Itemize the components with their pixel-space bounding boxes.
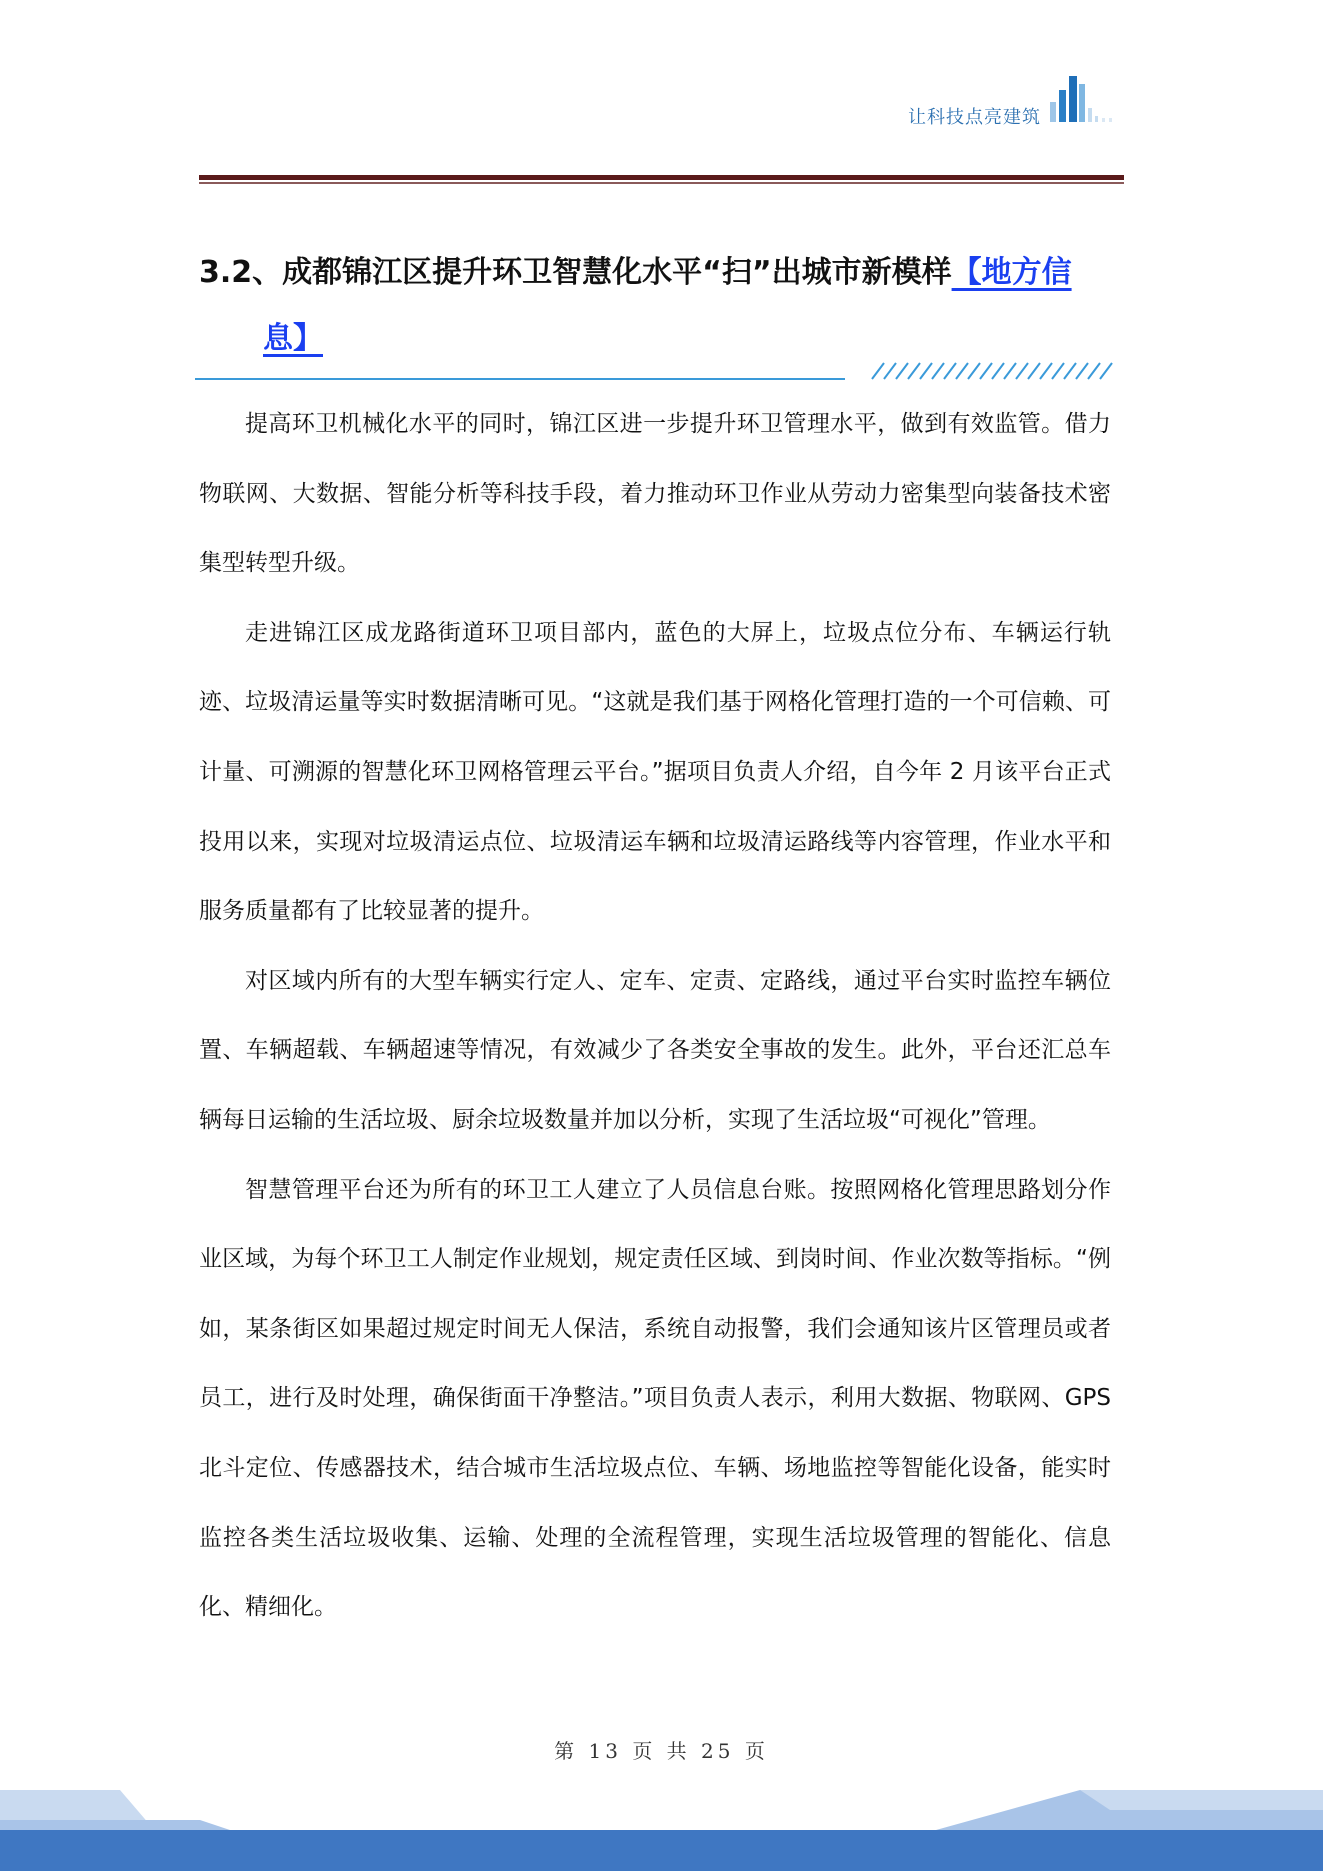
title-underline [195, 378, 845, 380]
section-source-link-continued[interactable]: 息】 [263, 321, 323, 356]
hatch-decoration [870, 362, 1115, 380]
paragraph: 走进锦江区成龙路街道环卫项目部内，蓝色的大屏上，垃圾点位分布、车辆运行轨迹、垃圾清运量等实时数据清晰可见。“这就是我们基于网格化管理打造的一个可信赖、可计量、可溯源的智慧化环卫网格管理云平台。”据项目负责人介绍，自今年 2 月该平台正式投用以来，实现对垃圾清运点位、垃圾清运车辆和垃圾清运路线等内容管理，作业水平和服务质量都有了比较显著的提升。 [199, 619, 1111, 925]
header-rule [199, 175, 1124, 180]
building-logo-icon [1048, 72, 1118, 127]
paragraph: 提高环卫机械化水平的同时，锦江区进一步提升环卫管理水平，做到有效监管。借力物联网、大数据、智能分析等科技手段，着力推动环卫作业从劳动力密集型向装备技术密集型转型升级。 [199, 411, 1111, 577]
paragraph: 智慧管理平台还为所有的环卫工人建立了人员信息台账。按照网格化管理思路划分作业区域，为每个环卫工人制定作业规划，规定责任区域、到岗时间、作业次数等指标。“例如，某条街区如果超过规定时间无人保洁，系统自动报警，我们会通知该片区管理员或者员工，进行及时处理，确保街面干净整洁。”项目负责人表示，利用大数据、物联网、GPS 北斗定位、传感器技术，结合城市生活垃圾点位、车辆、场地监控等智能化设备，能实时监控各类生活垃圾收集、运输、处理的全流程管理，实现生活垃圾管理的智能化、信息化、精细化。 [199, 1176, 1111, 1621]
header-rule-thin [199, 182, 1124, 184]
section-title [199, 240, 1129, 372]
header-slogan: 让科技点亮建筑 [908, 107, 1041, 128]
section-title-text: 3.2、成都锦江区提升环卫智慧化水平“扫”出城市新模样 [199, 255, 952, 290]
section-source-link[interactable]: 【地方信 [951, 255, 1072, 290]
paragraph: 对区域内所有的大型车辆实行定人、定车、定责、定路线，通过平台实时监控车辆位置、车辆超载、车辆超速等情况，有效减少了各类安全事故的发生。此外，平台还汇总车辆每日运输的生活垃圾、厨余垃圾数量并加以分析，实现了生活垃圾“可视化”管理。 [199, 967, 1111, 1133]
footer-skyline-decoration [0, 1780, 1323, 1871]
page-number: 第 13 页 共 25 页 [554, 1739, 769, 1763]
article-body [199, 390, 1111, 1643]
